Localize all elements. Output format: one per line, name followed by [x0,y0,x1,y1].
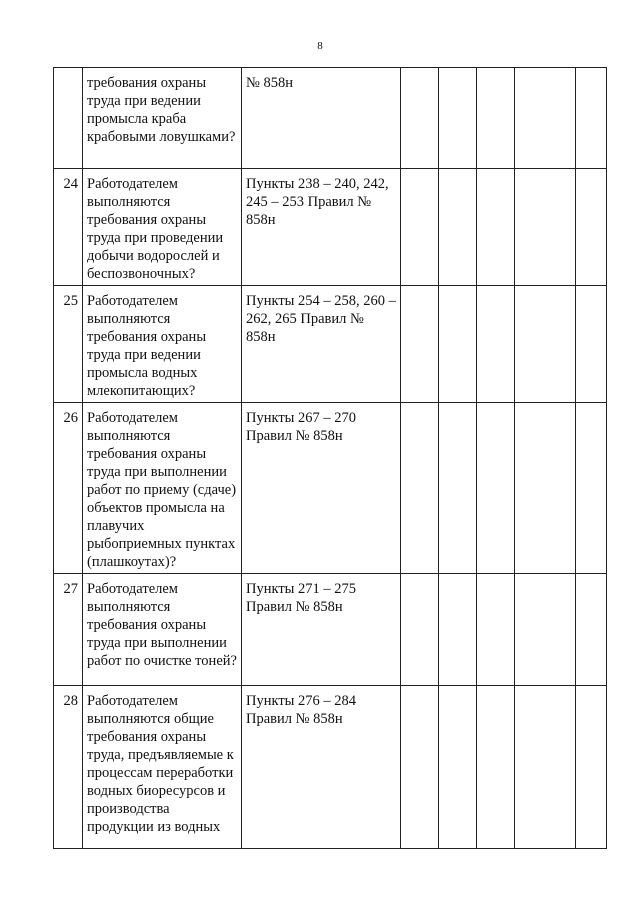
table-row [54,68,607,169]
regulation-reference: Пункты 267 – 270 Правил № 858н [242,403,401,574]
answer-no-cell [439,169,477,286]
extra-cell [576,286,607,403]
regulation-reference: Пункты 276 – 284 Правил № 858н [242,686,401,849]
answer-na-cell [477,286,515,403]
item-number: 24 [54,169,83,286]
answer-na-cell [477,574,515,686]
regulation-reference: № 858н [242,68,401,169]
item-number: 26 [54,403,83,574]
table-row [54,574,607,686]
requirement-text: Работодателем выполняются общие требования охраны труда, предъявляемые к процессам переработки водных биоресурсов и производства продукции из водных [83,686,242,849]
answer-no-cell [439,68,477,169]
checklist-table [53,67,607,849]
requirement-text: Работодателем выполняются требования охраны труда при выполнении работ по очистке тоней? [83,574,242,686]
answer-na-cell [477,68,515,169]
answer-yes-cell [401,169,439,286]
answer-yes-cell [401,403,439,574]
extra-cell [576,169,607,286]
regulation-reference: Пункты 254 – 258, 260 – 262, 265 Правил № 858н [242,286,401,403]
answer-no-cell [439,574,477,686]
item-number [54,68,83,169]
table-row [54,686,607,849]
extra-cell [576,403,607,574]
answer-na-cell [477,169,515,286]
regulation-reference: Пункты 271 – 275 Правил № 858н [242,574,401,686]
extra-cell [576,68,607,169]
answer-no-cell [439,686,477,849]
requirement-text: Работодателем выполняются требования охраны труда при проведении добычи водорослей и беспозвоночных? [83,169,242,286]
answer-yes-cell [401,574,439,686]
note-cell [515,686,576,849]
answer-yes-cell [401,68,439,169]
note-cell [515,286,576,403]
table-row [54,403,607,574]
note-cell [515,68,576,169]
answer-yes-cell [401,686,439,849]
item-number: 27 [54,574,83,686]
requirement-text: Работодателем выполняются требования охраны труда при ведении промысла водных млекопитающих? [83,286,242,403]
item-number: 25 [54,286,83,403]
item-number: 28 [54,686,83,849]
answer-yes-cell [401,286,439,403]
requirement-text: Работодателем выполняются требования охраны труда при выполнении работ по приему (сдаче) объектов промысла на плавучих рыбоприемных пунктах (плашкоутах)? [83,403,242,574]
note-cell [515,169,576,286]
note-cell [515,403,576,574]
answer-na-cell [477,686,515,849]
extra-cell [576,574,607,686]
note-cell [515,574,576,686]
extra-cell [576,686,607,849]
requirement-text: требования охраны труда при ведении промысла краба крабовыми ловушками? [83,68,242,169]
answer-no-cell [439,403,477,574]
regulation-reference: Пункты 238 – 240, 242, 245 – 253 Правил № 858н [242,169,401,286]
page-number: 8 [317,40,323,52]
table-row [54,286,607,403]
table-row [54,169,607,286]
answer-na-cell [477,403,515,574]
answer-no-cell [439,286,477,403]
